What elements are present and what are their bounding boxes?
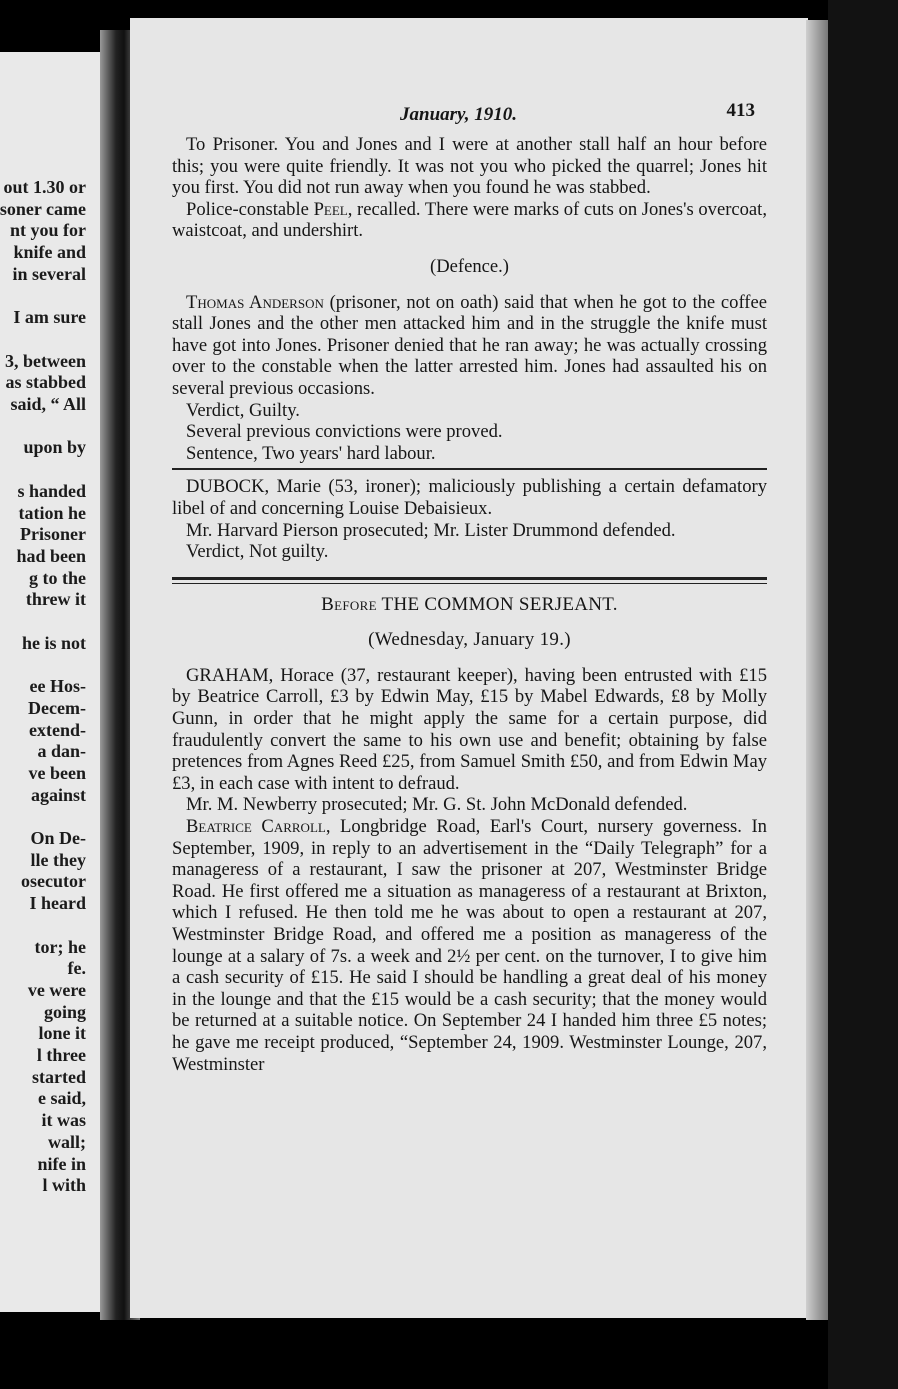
left-page-line: threw it — [25, 589, 86, 610]
sentence: Sentence, Two years' hard labour. — [186, 442, 436, 464]
left-page-line: started — [32, 1066, 86, 1087]
left-page-line: out 1.30 or — [3, 177, 86, 197]
left-page-line: osecutor — [21, 871, 86, 892]
left-page-line: had been — [16, 545, 86, 566]
left-page-line: against — [30, 784, 86, 805]
paragraph-graham: GRAHAM, Horace (37, restaurant keeper), having been entrusted with £15 by Beatrice Carroll, £3 by Edwin May, £15 by Mabel Edwards, £8 by Molly Gunn, in order that he might apply the same for a certain purpose, did fraudulently convert the same to his own use and benefit; obtaining by false pretences from Agnes Reed £25, from Samuel Smith £50, and from Edwin May £3, in each case with intent to defraud. — [172, 664, 767, 794]
section-rule — [172, 468, 767, 470]
defence-heading: (Defence.) — [430, 255, 509, 277]
left-page-line: nife in — [37, 1153, 86, 1174]
graham-counsel: Mr. M. Newberry prosecuted; Mr. G. St. John McDonald defended. — [186, 794, 688, 816]
left-page-line: g to the — [29, 567, 86, 588]
left-page-line: On De- — [30, 828, 86, 848]
page-content — [172, 100, 767, 1075]
page-number: 413 — [726, 100, 755, 121]
left-page-line: wall; — [48, 1131, 86, 1152]
left-page-line: a dan- — [37, 741, 86, 762]
left-page-fragment — [0, 52, 108, 1312]
verdict-guilty: Verdict, Guilty. — [186, 399, 300, 421]
left-page-line: as stabbed — [5, 372, 86, 393]
paragraph-to-prisoner: To Prisoner. You and Jones and I were at another stall half an hour before this; you were quite friendly. It was not you who picked the quarrel; Jones hit you first. You did not run away when you found he was stabbed. — [172, 134, 767, 199]
page-header — [172, 100, 767, 134]
left-page-line: extend- — [29, 719, 86, 740]
left-page-line: ee Hos- — [29, 676, 86, 697]
previous-convictions: Several previous convictions were proved. — [186, 421, 503, 443]
left-page-line: he is not — [21, 632, 86, 653]
paragraph-dubock: DUBOCK, Marie (53, ironer); maliciously publishing a certain defamatory libel of and concerning Louise Debaisieux. — [172, 476, 767, 519]
name-peel: Peel — [313, 198, 348, 220]
left-page-line: ve been — [28, 762, 86, 783]
left-page-line: tation he — [18, 502, 86, 523]
left-page-line: tor; he — [34, 936, 86, 957]
paragraph-carroll: Beatrice Carroll, Longbridge Road, Earl's Court, nursery governess. In September, 1909, in reply to an advertisement in the “Daily Telegraph” for a manageress of a restaurant, I saw the prisoner at 207, Westminster Bridge Road. He first offered me a situation as manageress of a restaurant at Brixton, which I refused. He then told me he was about to open a restaurant at 207, Westminster Bridge Road, and offered me a position as manageress of the lounge at a salary of 7s. a week and 2½ per cent. on the turnover, I to give him a cash security of £15. He said I should be handling a great deal of his money in the lounge and that the £15 would be a cash security; that the money would be returned at a suitable notice. On September 24 I handed him three £5 notes; he gave me receipt produced, “September 24, 1909. Westminster Lounge, 207, Westminster — [172, 816, 767, 1075]
left-page-line: upon by — [23, 437, 86, 458]
left-page-line: I am sure — [13, 307, 86, 328]
left-page-line: 3, between — [5, 350, 86, 371]
background-right — [828, 0, 898, 1389]
left-page-line: it was — [41, 1110, 86, 1131]
left-page-line: I heard — [29, 893, 86, 914]
left-page-line: Decem- — [28, 697, 86, 718]
name-beatrice-carroll: Beatrice Carroll — [186, 816, 326, 838]
left-page-line: Prisoner — [20, 524, 86, 545]
left-page-line: l with — [42, 1175, 86, 1196]
verdict-not-guilty: Verdict, Not guilty. — [186, 541, 329, 563]
left-page-line: lone it — [38, 1023, 86, 1044]
paragraph-anderson: Thomas Anderson (prisoner, not on oath) said that when he got to the coffee stall Jones and the other men attacked him and in the struggle the knife must have got into Jones. Prisoner denied that he ran away; he was actually crossing over to the constable when the latter arrested him. Jones had assaulted his on several previous occasions. — [172, 291, 768, 399]
running-head: January, 1910. — [400, 104, 518, 125]
paragraph-police-constable: Police-constable Peel, recalled. There were marks of cuts on Jones's overcoat, waistcoat, and undershirt. — [172, 198, 768, 242]
left-page-line: said, “ All — [10, 394, 86, 414]
date-heading: (Wednesday, January 19.) — [368, 629, 571, 651]
left-page-line: ve were — [27, 979, 86, 1000]
double-rule — [172, 577, 767, 584]
name-thomas-anderson: Thomas Anderson — [186, 291, 324, 313]
left-page-line: l three — [36, 1045, 86, 1065]
left-page-line: fe. — [67, 958, 86, 979]
court-heading: Before THE COMMON SERJEANT. — [321, 593, 618, 615]
left-page-line: s handed — [17, 480, 86, 501]
dubock-counsel: Mr. Harvard Pierson prosecuted; Mr. Lister Drummond defended. — [186, 519, 676, 541]
left-page-line: nt you for — [10, 220, 86, 241]
left-page-line: going — [43, 1001, 86, 1022]
page-edge — [806, 20, 828, 1320]
left-page-line: soner came — [0, 198, 86, 219]
left-page-line: e said, — [37, 1088, 86, 1109]
left-page-line: lle they — [30, 849, 86, 870]
left-page-line: in several — [12, 263, 86, 284]
left-page-line: knife and — [13, 242, 86, 263]
